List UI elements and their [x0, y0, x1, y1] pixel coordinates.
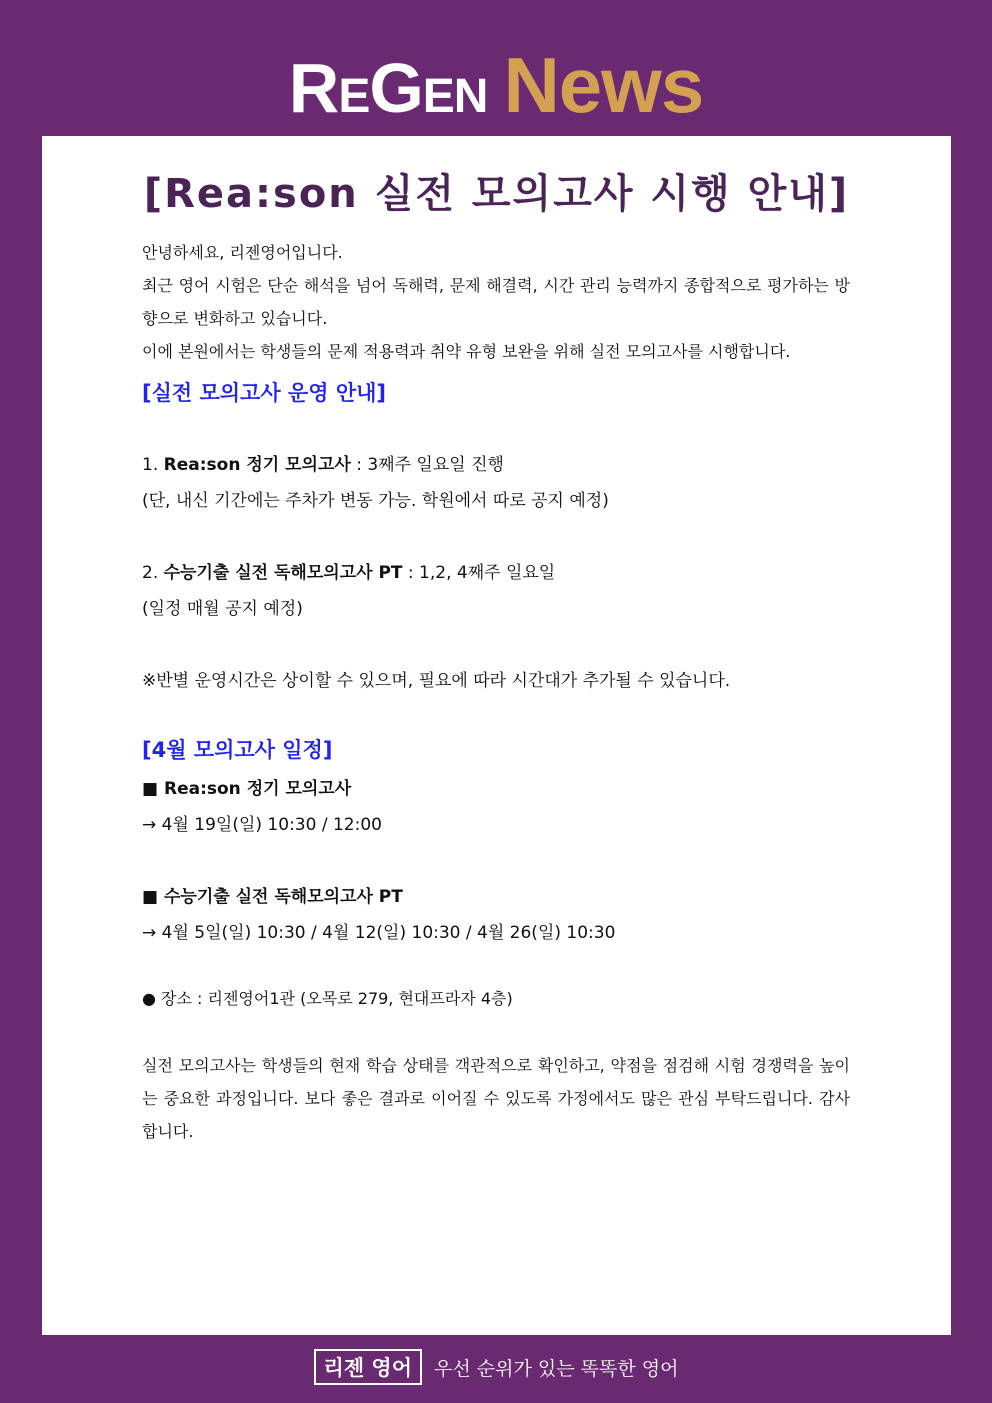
program-item-1-note: (단, 내신 기간에는 주차가 변동 가능. 학원에서 따로 공지 예정) — [142, 491, 609, 511]
logo-news: News — [503, 41, 704, 129]
footer-logo-badge: 리젠 영어 — [314, 1349, 422, 1385]
content — [142, 236, 850, 1148]
program-name-pt: 수능기출 실전 독해모의고사 PT — [163, 563, 403, 583]
exam-title-reason: ■ Rea:son 정기 모의고사 — [142, 779, 352, 799]
section-heading-april-schedule: [4월 모의고사 일정] — [142, 738, 333, 762]
intro-paragraph-2: 이에 본원에서는 학생들의 문제 적용력과 취약 유형 보완을 위해 실전 모의고사를 시행합니다. — [142, 342, 791, 361]
program-item-2: 2. 수능기출 실전 독해모의고사 PT : 1,2, 4째주 일요일 — [142, 563, 556, 583]
footer — [0, 1335, 992, 1403]
intro-paragraph-1: 최근 영어 시험은 단순 해석을 넘어 독해력, 문제 해결력, 시간 관리 능력까지 종합적으로 평가하는 방향으로 변화하고 있습니다. — [142, 276, 850, 328]
program-item-2-note: (일정 매월 공지 예정) — [142, 599, 303, 619]
section-heading-operation: [실전 모의고사 운영 안내] — [142, 381, 386, 405]
logo-regen: REGEN — [288, 49, 488, 127]
newsletter-sheet — [42, 136, 951, 1335]
closing-paragraph: 실전 모의고사는 학생들의 현재 학습 상태를 객관적으로 확인하고, 약점을 점검해 시험 경쟁력을 높이는 중요한 과정입니다. 보다 좋은 결과로 이어질 수 있도록 가정에서도 많은 관심 부탁드립니다. 감사합니다. — [142, 1056, 850, 1141]
program-name-reason: Rea:son 정기 모의고사 — [163, 455, 351, 475]
exam-schedule-pt: → 4월 5일(일) 10:30 / 4월 12(일) 10:30 / 4월 26(일) 10:30 — [142, 923, 616, 943]
page-title: [Rea:son 실전 모의고사 시행 안내] — [143, 171, 850, 217]
intro-greeting: 안녕하세요, 리젠영어입니다. — [142, 243, 343, 262]
masthead — [0, 0, 992, 136]
operation-notice: ※반별 운영시간은 상이할 수 있으며, 필요에 따라 시간대가 추가될 수 있습니다. — [142, 671, 731, 691]
program-item-1: 1. Rea:son 정기 모의고사 : 3째주 일요일 진행 — [142, 455, 504, 475]
exam-title-pt: ■ 수능기출 실전 독해모의고사 PT — [142, 887, 403, 907]
exam-schedule-reason: → 4월 19일(일) 10:30 / 12:00 — [142, 815, 382, 835]
exam-location: ● 장소 : 리젠영어1관 (오목로 279, 현대프라자 4층) — [142, 989, 513, 1008]
footer-slogan: 우선 순위가 있는 똑똑한 영어 — [434, 1357, 679, 1380]
regen-news-logo — [0, 40, 992, 131]
